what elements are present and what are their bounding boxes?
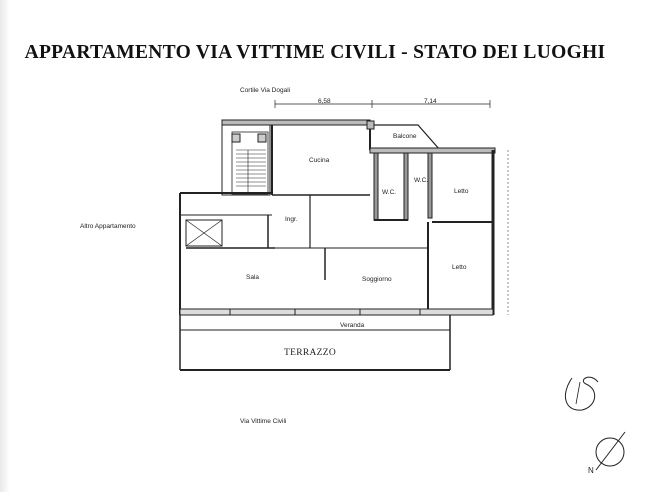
- label-terrazzo: TERRAZZO: [284, 348, 337, 358]
- signature: [565, 377, 598, 410]
- label-cucina: Cucina: [309, 157, 330, 164]
- plan-title: APPARTAMENTO VIA VITTIME CIVILI - STATO DEI LUOGHI: [24, 42, 606, 63]
- label-dim-1: 6,58: [318, 98, 331, 105]
- wall-front: [180, 309, 493, 315]
- label-wc-1: W.C.: [382, 189, 397, 196]
- label-wc-2: W.C.: [414, 177, 429, 184]
- label-altro-appartamento: Altro Appartamento: [80, 223, 136, 230]
- label-via-vittime-civili: Via Vittime Civili: [240, 418, 287, 425]
- label-letto-2: Letto: [452, 264, 467, 271]
- label-veranda: Veranda: [340, 322, 365, 329]
- north-label: N: [588, 466, 594, 475]
- wall-bedrooms-top: [370, 148, 495, 153]
- label-dim-2: 7,14: [424, 98, 437, 105]
- label-balcone: Balcone: [393, 133, 417, 140]
- label-ingr: Ingr.: [285, 216, 298, 223]
- label-sala: Sala: [246, 274, 260, 281]
- label-soggiorno: Soggiorno: [362, 276, 392, 283]
- wall-top: [222, 120, 370, 125]
- stair-steps: [236, 150, 266, 192]
- label-letto-1: Letto: [454, 188, 469, 195]
- label-cortile: Cortile Via Dogali: [240, 87, 291, 94]
